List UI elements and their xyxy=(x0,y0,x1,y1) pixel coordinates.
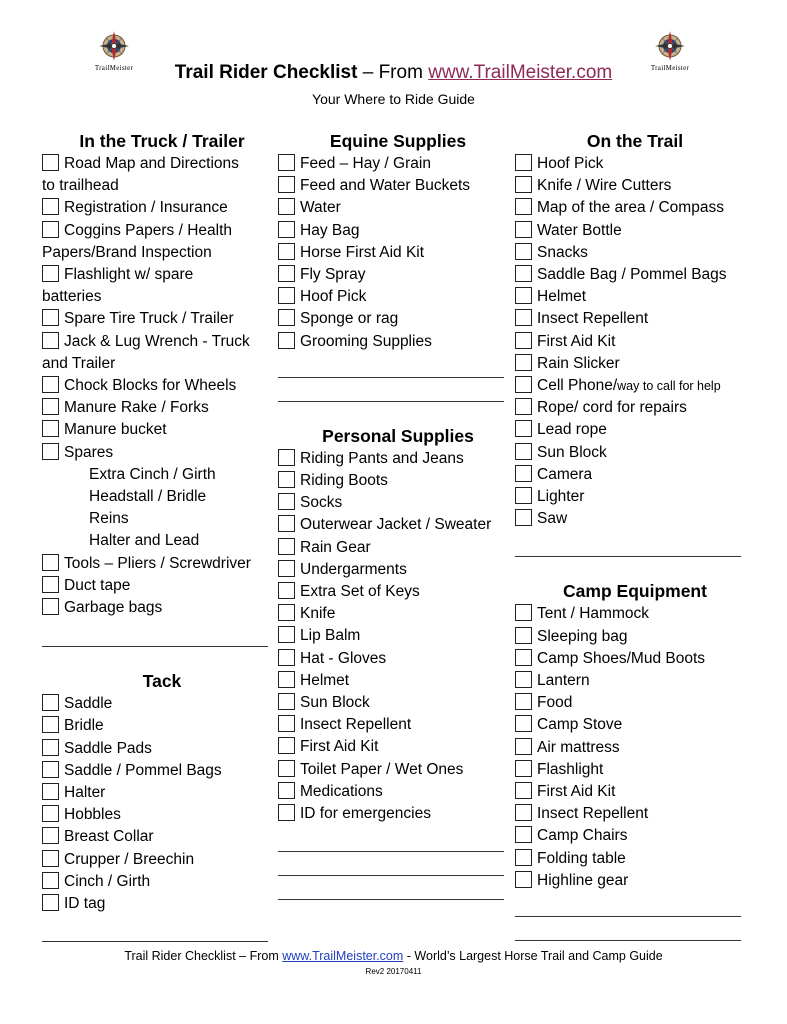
checklist-item[interactable]: Helmet xyxy=(515,286,755,308)
checklist-item[interactable]: First Aid Kit xyxy=(515,781,755,803)
checklist-item[interactable]: Insect Repellent xyxy=(515,803,755,825)
checkbox[interactable] xyxy=(515,671,532,688)
checkbox[interactable] xyxy=(515,176,532,193)
checklist-item[interactable]: Helmet xyxy=(278,670,518,692)
checkbox[interactable] xyxy=(278,693,295,710)
checklist-trail xyxy=(515,153,755,530)
checkbox[interactable] xyxy=(42,398,59,415)
checkbox[interactable] xyxy=(278,604,295,621)
write-in-line[interactable] xyxy=(278,377,504,378)
checklist-item[interactable]: Grooming Supplies xyxy=(278,331,518,353)
checklist-item[interactable]: Folding table xyxy=(515,848,755,870)
checkbox[interactable] xyxy=(42,154,59,171)
checkbox[interactable] xyxy=(278,715,295,732)
checklist-item[interactable]: Insect Repellent xyxy=(515,308,755,330)
item-note: way to call for help xyxy=(617,379,721,394)
checkbox[interactable] xyxy=(278,538,295,555)
checkbox[interactable] xyxy=(42,716,59,733)
checklist-item[interactable]: Feed – Hay / Grain xyxy=(278,153,518,175)
checkbox[interactable] xyxy=(42,872,59,889)
checklist-item[interactable]: Map of the area / Compass xyxy=(515,197,755,219)
checklist-item-continuation: batteries xyxy=(42,288,102,306)
checklist-item-continuation: Papers/Brand Inspection xyxy=(42,243,212,261)
checklist-item[interactable]: Saddle Bag / Pommel Bags xyxy=(515,264,755,286)
checkbox[interactable] xyxy=(42,694,59,711)
checkbox[interactable] xyxy=(42,827,59,844)
revision-label: Rev2 20170411 xyxy=(365,967,422,976)
checklist-item[interactable]: Hobbles xyxy=(42,804,282,826)
write-in-line[interactable] xyxy=(278,875,504,876)
checkbox[interactable] xyxy=(42,443,59,460)
checklist-item[interactable]: ID tag xyxy=(42,893,282,915)
checkbox[interactable] xyxy=(515,465,532,482)
checklist-item[interactable]: Snacks xyxy=(515,242,755,264)
checkbox[interactable] xyxy=(42,805,59,822)
checkbox[interactable] xyxy=(515,376,532,393)
checkbox[interactable] xyxy=(278,243,295,260)
checkbox[interactable] xyxy=(515,804,532,821)
checkbox[interactable] xyxy=(515,198,532,215)
checklist-item-continuation: and Trailer xyxy=(42,354,116,372)
column-left xyxy=(42,130,282,942)
checklist-item[interactable]: Bridle xyxy=(42,715,282,737)
checklist-item[interactable]: Toilet Paper / Wet Ones xyxy=(278,759,518,781)
checklist-personal xyxy=(278,448,518,825)
spares-subitem: Reins xyxy=(89,510,129,528)
checklist-item[interactable]: Air mattress xyxy=(515,737,755,759)
logo-text: TrailMeister xyxy=(650,64,690,72)
checkbox[interactable] xyxy=(278,198,295,215)
checkbox[interactable] xyxy=(278,176,295,193)
checklist-item[interactable]: Sun Block xyxy=(278,692,518,714)
section-title-camp: Camp Equipment xyxy=(563,581,707,602)
spares-subitem: Headstall / Bridle xyxy=(89,488,207,506)
checkbox[interactable] xyxy=(278,332,295,349)
checklist-item[interactable]: Rain Gear xyxy=(278,537,518,559)
compass-rose-icon xyxy=(86,30,142,66)
checklist-item[interactable]: Crupper / Breechin xyxy=(42,849,282,871)
checklist-item[interactable]: Saddle / Pommel Bags xyxy=(42,760,282,782)
checklist-item[interactable]: Water xyxy=(278,197,518,219)
checkbox[interactable] xyxy=(278,582,295,599)
checkbox[interactable] xyxy=(278,449,295,466)
checklist-item[interactable]: Camp Shoes/Mud Boots xyxy=(515,648,755,670)
checklist-truck xyxy=(42,153,282,619)
checkbox[interactable] xyxy=(42,332,59,349)
section-title-truck: In the Truck / Trailer xyxy=(79,131,245,151)
checklist-item[interactable]: Lip Balm xyxy=(278,625,518,647)
checkbox[interactable] xyxy=(42,420,59,437)
section-title-equine: Equine Supplies xyxy=(329,131,467,151)
checklist-item[interactable]: Knife / Wire Cutters xyxy=(515,175,755,197)
checkbox[interactable] xyxy=(278,626,295,643)
checkbox[interactable] xyxy=(515,604,532,621)
checkbox[interactable] xyxy=(42,850,59,867)
checkbox[interactable] xyxy=(42,598,59,615)
checkbox[interactable] xyxy=(278,782,295,799)
checklist-item[interactable]: Hay Bag xyxy=(278,220,518,242)
checklist-item[interactable]: Saddle Pads xyxy=(42,738,282,760)
checkbox[interactable] xyxy=(515,649,532,666)
checklist-item[interactable]: Cinch / Girth xyxy=(42,871,282,893)
footer-text-end: - World’s Largest Horse Trail and Camp Guide xyxy=(403,949,663,963)
checkbox[interactable] xyxy=(278,493,295,510)
checklist-item[interactable]: Sponge or rag xyxy=(278,308,518,330)
write-in-line[interactable] xyxy=(515,556,741,557)
checklist-item[interactable]: Insect Repellent xyxy=(278,714,518,736)
checkbox[interactable] xyxy=(515,715,532,732)
checklist-item[interactable]: Spares xyxy=(42,442,282,464)
checklist-item[interactable]: Lead rope xyxy=(515,419,755,441)
checkbox[interactable] xyxy=(278,737,295,754)
checklist-item[interactable]: First Aid Kit xyxy=(515,331,755,353)
checklist-item[interactable]: Outerwear Jacket / Sweater xyxy=(278,514,518,536)
spares-subitem: Halter and Lead xyxy=(89,532,200,550)
checkbox[interactable] xyxy=(515,871,532,888)
logo-text: TrailMeister xyxy=(94,64,134,72)
page-footer xyxy=(0,949,787,963)
write-in-line[interactable] xyxy=(515,916,741,917)
checklist-item[interactable]: Saddle xyxy=(42,693,282,715)
checklist-item[interactable]: First Aid Kit xyxy=(278,736,518,758)
section-title-trail: On the Trail xyxy=(586,131,684,151)
write-in-line[interactable] xyxy=(42,646,268,647)
checkbox[interactable] xyxy=(515,693,532,710)
checklist-item[interactable]: Lantern xyxy=(515,670,755,692)
checkbox[interactable] xyxy=(278,671,295,688)
checkbox[interactable] xyxy=(278,560,295,577)
checkbox[interactable] xyxy=(42,198,59,215)
checklist-item[interactable]: Hat - Gloves xyxy=(278,648,518,670)
checklist-item[interactable]: Camp Stove xyxy=(515,714,755,736)
checkbox[interactable] xyxy=(42,265,59,282)
compass-rose-icon xyxy=(642,30,698,66)
checklist-item[interactable]: Knife xyxy=(278,603,518,625)
checkbox[interactable] xyxy=(515,398,532,415)
checklist-item[interactable]: ID for emergencies xyxy=(278,803,518,825)
checkbox[interactable] xyxy=(278,265,295,282)
checklist-item[interactable]: Fly Spray xyxy=(278,264,518,286)
checkbox[interactable] xyxy=(515,627,532,644)
write-in-line[interactable] xyxy=(278,401,504,402)
checklist-item[interactable]: Manure Rake / Forks xyxy=(42,397,282,419)
checkbox[interactable] xyxy=(515,354,532,371)
checkbox[interactable] xyxy=(515,782,532,799)
checkbox[interactable] xyxy=(515,487,532,504)
title-from: – From xyxy=(357,62,429,83)
checklist-item[interactable]: Socks xyxy=(278,492,518,514)
checklist-equine xyxy=(278,153,518,353)
checklist-item[interactable]: Chock Blocks for Wheels xyxy=(42,375,282,397)
write-in-line[interactable] xyxy=(278,899,504,900)
checklist-item[interactable]: Hoof Pick xyxy=(515,153,755,175)
footer-link[interactable]: www.TrailMeister.com xyxy=(282,949,404,963)
title-link[interactable]: www.TrailMeister.com xyxy=(428,62,613,83)
checkbox[interactable] xyxy=(278,804,295,821)
write-in-line[interactable] xyxy=(515,940,741,941)
checkbox[interactable] xyxy=(42,309,59,326)
title-main: Trail Rider Checklist xyxy=(174,62,358,83)
checklist-item[interactable]: Spare Tire Truck / Trailer xyxy=(42,308,282,330)
page-title xyxy=(0,62,787,84)
checklist-item[interactable]: Duct tape xyxy=(42,575,282,597)
checklist-item[interactable]: Undergarments xyxy=(278,559,518,581)
checklist-item[interactable]: Registration / Insurance xyxy=(42,197,282,219)
checklist-item[interactable]: Camera xyxy=(515,464,755,486)
checklist-item[interactable]: Sleeping bag xyxy=(515,626,755,648)
checkbox[interactable] xyxy=(278,221,295,238)
checklist-item[interactable]: Highline gear xyxy=(515,870,755,892)
checkbox[interactable] xyxy=(515,154,532,171)
section-title-tack: Tack xyxy=(142,671,182,692)
checklist-item[interactable]: Halter xyxy=(42,782,282,804)
checklist-item[interactable]: Jack & Lug Wrench - Truck xyxy=(42,331,282,353)
checklist-item[interactable]: Coggins Papers / Health xyxy=(42,220,282,242)
checkbox[interactable] xyxy=(515,221,532,238)
checklist-item[interactable]: Riding Pants and Jeans xyxy=(278,448,518,470)
checklist-item[interactable]: Cell Phone/way to call for help xyxy=(515,375,755,397)
checklist-item-continuation: to trailhead xyxy=(42,177,119,195)
checklist-item[interactable]: Food xyxy=(515,692,755,714)
checklist-item[interactable]: Feed and Water Buckets xyxy=(278,175,518,197)
checkbox[interactable] xyxy=(42,576,59,593)
checklist-item[interactable]: Water Bottle xyxy=(515,220,755,242)
checklist-item[interactable]: Lighter xyxy=(515,486,755,508)
checklist-item[interactable]: Tent / Hammock xyxy=(515,603,755,625)
checkbox[interactable] xyxy=(515,826,532,843)
checklist-item[interactable]: Rain Slicker xyxy=(515,353,755,375)
checkbox[interactable] xyxy=(515,849,532,866)
checkbox[interactable] xyxy=(42,739,59,756)
checklist-item[interactable]: Manure bucket xyxy=(42,419,282,441)
checkbox[interactable] xyxy=(515,243,532,260)
checklist-tack xyxy=(42,693,282,915)
checkbox[interactable] xyxy=(42,554,59,571)
checklist-item[interactable]: Medications xyxy=(278,781,518,803)
write-in-line[interactable] xyxy=(42,941,268,942)
checklist-item[interactable]: Hoof Pick xyxy=(278,286,518,308)
checkbox[interactable] xyxy=(515,420,532,437)
checkbox[interactable] xyxy=(515,265,532,282)
checklist-item[interactable]: Breast Collar xyxy=(42,826,282,848)
checkbox[interactable] xyxy=(42,894,59,911)
checklist-item[interactable]: Tools – Pliers / Screwdriver xyxy=(42,553,282,575)
checkbox[interactable] xyxy=(278,154,295,171)
write-in-line[interactable] xyxy=(278,851,504,852)
checklist-camp xyxy=(515,603,755,892)
checkbox[interactable] xyxy=(515,738,532,755)
checklist-item[interactable]: Saw xyxy=(515,508,755,530)
checklist-item[interactable]: Riding Boots xyxy=(278,470,518,492)
checklist-item[interactable]: Horse First Aid Kit xyxy=(278,242,518,264)
checkbox[interactable] xyxy=(515,509,532,526)
checkbox[interactable] xyxy=(515,332,532,349)
checklist-item[interactable]: Sun Block xyxy=(515,442,755,464)
checklist-item[interactable]: Flashlight w/ spare xyxy=(42,264,282,286)
checklist-item[interactable]: Extra Set of Keys xyxy=(278,581,518,603)
footer-text: Trail Rider Checklist – From xyxy=(124,949,283,963)
page-subtitle: Your Where to Ride Guide xyxy=(312,91,475,107)
column-right xyxy=(515,130,755,941)
checklist-item[interactable]: Garbage bags xyxy=(42,597,282,619)
checklist-item[interactable]: Camp Chairs xyxy=(515,825,755,847)
checklist-item[interactable]: Road Map and Directions xyxy=(42,153,282,175)
checkbox[interactable] xyxy=(278,471,295,488)
checklist-item[interactable]: Rope/ cord for repairs xyxy=(515,397,755,419)
checkbox[interactable] xyxy=(42,761,59,778)
checkbox[interactable] xyxy=(42,783,59,800)
checkbox[interactable] xyxy=(278,287,295,304)
checkbox[interactable] xyxy=(278,760,295,777)
column-middle xyxy=(278,130,518,900)
checkbox[interactable] xyxy=(515,309,532,326)
section-title-personal: Personal Supplies xyxy=(322,425,474,446)
checkbox[interactable] xyxy=(42,221,59,238)
spares-subitem: Extra Cinch / Girth xyxy=(89,465,216,483)
checkbox[interactable] xyxy=(278,309,295,326)
checkbox[interactable] xyxy=(515,287,532,304)
checkbox[interactable] xyxy=(42,376,59,393)
checklist-item[interactable]: Flashlight xyxy=(515,759,755,781)
checkbox[interactable] xyxy=(278,515,295,532)
checkbox[interactable] xyxy=(515,760,532,777)
checkbox[interactable] xyxy=(515,443,532,460)
checkbox[interactable] xyxy=(278,649,295,666)
